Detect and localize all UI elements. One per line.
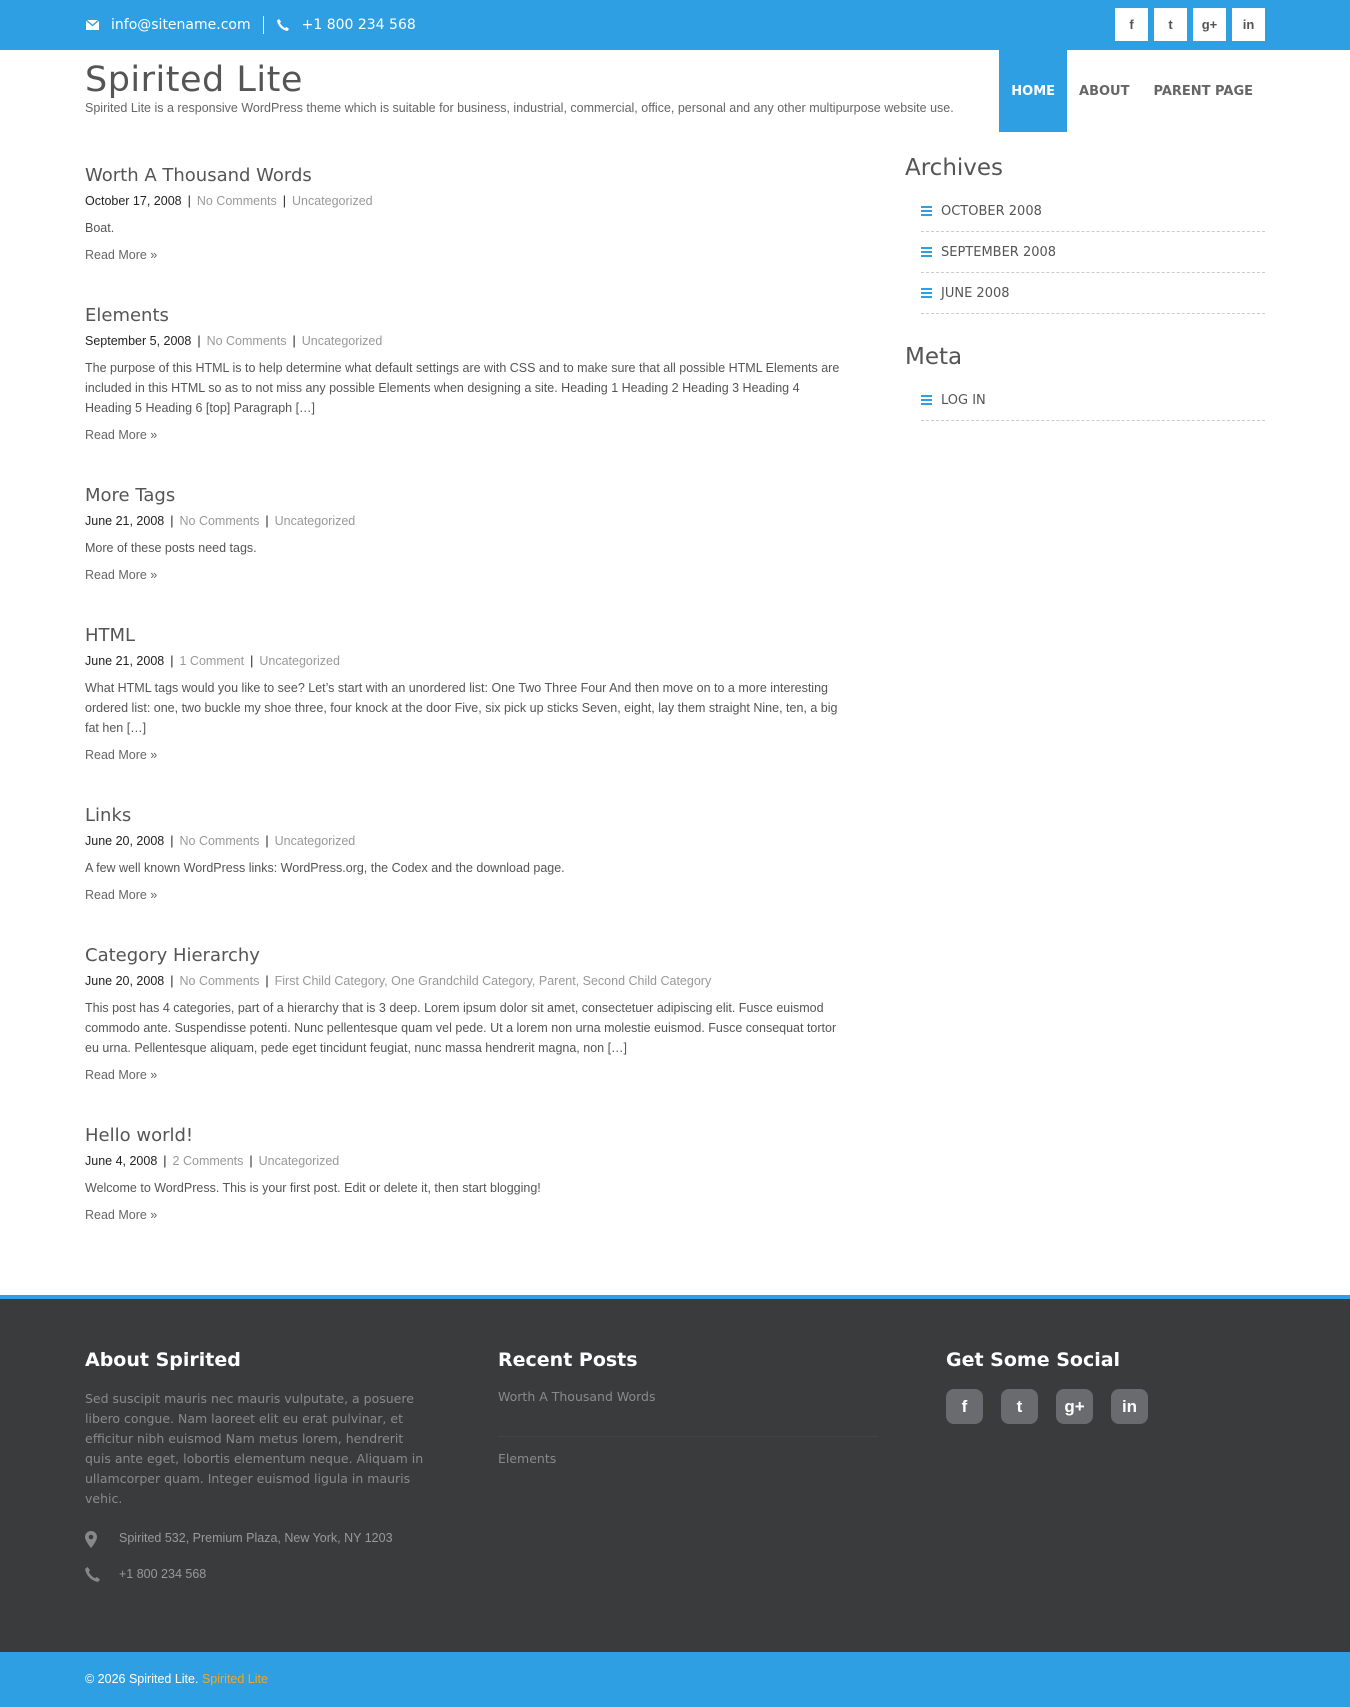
nav-home[interactable]: HOME <box>999 50 1067 132</box>
read-more-link[interactable]: Read More » <box>85 248 158 262</box>
footer-social-icons <box>946 1389 1148 1424</box>
facebook-icon[interactable]: f <box>946 1389 983 1424</box>
post-category[interactable]: Uncategorized <box>258 1154 340 1168</box>
linkedin-icon[interactable]: in <box>1232 8 1265 41</box>
post-category[interactable]: Uncategorized <box>274 834 356 848</box>
nav-parent-page[interactable]: PARENT PAGE <box>1153 83 1253 99</box>
meta-item-login[interactable] <box>921 380 1265 421</box>
phone-icon <box>85 1567 99 1585</box>
top-divider <box>263 16 264 34</box>
post-comments[interactable]: No Comments <box>179 834 260 848</box>
site-title[interactable]: Spirited Lite <box>85 60 303 100</box>
post-excerpt: What HTML tags would you like to see? Let’s start with an unordered list: One Two Three Four And then move on to a more interesting ordered list: one, two buckle my shoe three, four knock at the door Five, six pick up sticks Seven, eight, lay them straight Nine, ten, a big fat hen […] <box>85 681 838 735</box>
post-comments[interactable]: No Comments <box>179 514 260 528</box>
post-title[interactable]: HTML <box>85 625 136 646</box>
google-plus-icon[interactable]: g+ <box>1193 8 1226 41</box>
list-icon <box>921 247 932 257</box>
archive-item[interactable] <box>921 273 1265 314</box>
post-meta: June 20, 2008 | No Comments | First Child Category, One Grandchild Category, Parent, Second Child Category <box>85 974 712 988</box>
list-icon <box>921 206 932 216</box>
read-more-link[interactable]: Read More » <box>85 748 158 762</box>
copyright-link[interactable]: Spirited Lite <box>201 1672 268 1686</box>
post-date: June 20, 2008 <box>85 834 165 848</box>
post-title[interactable]: Worth A Thousand Words <box>85 165 312 186</box>
meta-title: Meta <box>905 344 963 370</box>
post-date: June 4, 2008 <box>85 1154 158 1168</box>
top-social <box>1115 8 1265 41</box>
footer-address <box>85 1531 425 1567</box>
footer-recent <box>498 1349 878 1485</box>
recent-post-link[interactable]: Elements <box>498 1451 557 1466</box>
phone-icon <box>276 18 290 32</box>
footer-phone <box>85 1567 425 1603</box>
post-title[interactable]: Links <box>85 805 132 826</box>
top-bar <box>0 0 1350 50</box>
copyright-text <box>85 1672 268 1686</box>
post-meta: June 20, 2008 | No Comments | Uncategorized <box>85 834 356 848</box>
footer-address-text: Spirited 532, Premium Plaza, New York, NY 1203 <box>119 1531 393 1545</box>
post <box>85 945 845 1125</box>
sidebar <box>905 155 1265 451</box>
site-header <box>0 50 1350 132</box>
top-email[interactable]: info@sitename.com <box>111 17 251 33</box>
post <box>85 305 845 485</box>
post-comments[interactable]: No Comments <box>196 194 277 208</box>
footer-about-text: Sed suscipit mauris nec mauris vulputate, a posuere libero congue. Nam laoreet elit eu erat pulvinar, et efficitur nibh euismod Nam metus lorem, hendrerit quis ante eget, lobortis elementum neque. Aliquam in ullamcorper quam. Integer euismod ligula in mauris vehic. <box>85 1391 424 1506</box>
read-more-link[interactable]: Read More » <box>85 1208 158 1222</box>
main-nav <box>999 50 1265 132</box>
archive-item[interactable] <box>921 232 1265 273</box>
post-excerpt: Boat. <box>85 221 115 235</box>
recent-posts-list <box>498 1389 878 1485</box>
post-date: June 21, 2008 <box>85 514 165 528</box>
post-comments[interactable]: 2 Comments <box>172 1154 244 1168</box>
post-meta: June 21, 2008 | No Comments | Uncategorized <box>85 514 356 528</box>
facebook-icon[interactable]: f <box>1115 8 1148 41</box>
post-excerpt: This post has 4 categories, part of a hierarchy that is 3 deep. Lorem ipsum dolor sit amet, consectetuer adipiscing elit. Fusce euismod commodo ante. Suspendisse potenti. Nunc pellentesque quam vel pede. Ut a lorem non urna molestie euismod. Fusce consequat tortor eu urna. Pellentesque aliquam, pede eget tincidunt feugiat, nunc massa hendrerit magna, non […] <box>85 1001 837 1055</box>
post <box>85 485 845 625</box>
post-list <box>85 165 845 1265</box>
top-contact <box>85 0 416 50</box>
meta-list <box>921 380 1265 421</box>
recent-post-link[interactable]: Worth A Thousand Words <box>498 1389 878 1437</box>
post-meta: June 21, 2008 | 1 Comment | Uncategorized <box>85 654 340 668</box>
meta-label: LOG IN <box>941 392 986 408</box>
post-date: June 20, 2008 <box>85 974 165 988</box>
twitter-icon[interactable]: t <box>1154 8 1187 41</box>
post-category[interactable]: Uncategorized <box>301 334 383 348</box>
post-title[interactable]: More Tags <box>85 485 176 506</box>
footer-about <box>85 1349 425 1603</box>
post-category[interactable]: Uncategorized <box>292 194 373 208</box>
site-footer <box>0 1295 1350 1652</box>
archive-label: JUNE 2008 <box>941 285 1010 301</box>
post-meta: September 5, 2008 | No Comments | Uncategorized <box>85 334 383 348</box>
copyright-label: © 2026 Spirited Lite. <box>85 1672 199 1686</box>
nav-about[interactable]: ABOUT <box>1079 83 1130 99</box>
archive-label: OCTOBER 2008 <box>941 203 1042 219</box>
archives-title: Archives <box>905 155 1004 181</box>
post <box>85 1125 845 1265</box>
post-title[interactable]: Elements <box>85 305 169 326</box>
twitter-icon[interactable]: t <box>1001 1389 1038 1424</box>
site-tagline: Spirited Lite is a responsive WordPress theme which is suitable for business, industrial, commercial, office, personal and any other multipurpose website use. <box>85 101 954 115</box>
post-excerpt: The purpose of this HTML is to help determine what default settings are with CSS and to make sure that all possible HTML Elements are included in this HTML so as to not miss any possible Elements when designing a site. Heading 1 Heading 2 Heading 3 Heading 4 Heading 5 Heading 6 [top] Paragraph […] <box>85 361 840 415</box>
post <box>85 805 845 945</box>
footer-social-title: Get Some Social <box>946 1349 1121 1371</box>
read-more-link[interactable]: Read More » <box>85 1068 158 1082</box>
post <box>85 625 845 805</box>
post-title[interactable]: Hello world! <box>85 1125 194 1146</box>
footer-phone-text: +1 800 234 568 <box>119 1567 207 1581</box>
post-excerpt: A few well known WordPress links: WordPress.org, the Codex and the download page. <box>85 861 565 875</box>
post <box>85 165 845 305</box>
post-excerpt: Welcome to WordPress. This is your first post. Edit or delete it, then start blogging! <box>85 1181 541 1195</box>
read-more-link[interactable]: Read More » <box>85 888 158 902</box>
read-more-link[interactable]: Read More » <box>85 428 158 442</box>
post-date: October 17, 2008 <box>85 194 182 208</box>
archive-label: SEPTEMBER 2008 <box>941 244 1057 260</box>
footer-social <box>946 1349 1148 1424</box>
post-category[interactable]: Uncategorized <box>274 514 356 528</box>
post-date: September 5, 2008 <box>85 334 192 348</box>
envelope-icon <box>85 18 99 32</box>
list-icon <box>921 395 932 405</box>
post-date: June 21, 2008 <box>85 654 165 668</box>
map-pin-icon <box>85 1531 99 1551</box>
post-comments[interactable]: No Comments <box>179 974 260 988</box>
post-category[interactable]: First Child Category, One Grandchild Category, Parent, Second Child Category <box>274 974 712 988</box>
list-icon <box>921 288 932 298</box>
google-plus-icon[interactable]: g+ <box>1056 1389 1093 1424</box>
post-meta: October 17, 2008 | No Comments | Uncategorized <box>85 194 373 208</box>
post-category[interactable]: Uncategorized <box>259 654 340 668</box>
read-more-link[interactable]: Read More » <box>85 568 158 582</box>
archive-item[interactable] <box>921 191 1265 232</box>
top-phone[interactable]: +1 800 234 568 <box>301 17 416 33</box>
post-title[interactable]: Category Hierarchy <box>85 945 260 966</box>
linkedin-icon[interactable]: in <box>1111 1389 1148 1424</box>
footer-about-title: About Spirited <box>85 1349 241 1371</box>
archives-list <box>921 191 1265 314</box>
post-excerpt: More of these posts need tags. <box>85 541 257 555</box>
post-meta: June 4, 2008 | 2 Comments | Uncategorized <box>85 1154 340 1168</box>
copyright-bar <box>0 1652 1350 1707</box>
post-comments[interactable]: 1 Comment <box>179 654 245 668</box>
footer-recent-title: Recent Posts <box>498 1349 638 1371</box>
post-comments[interactable]: No Comments <box>206 334 287 348</box>
